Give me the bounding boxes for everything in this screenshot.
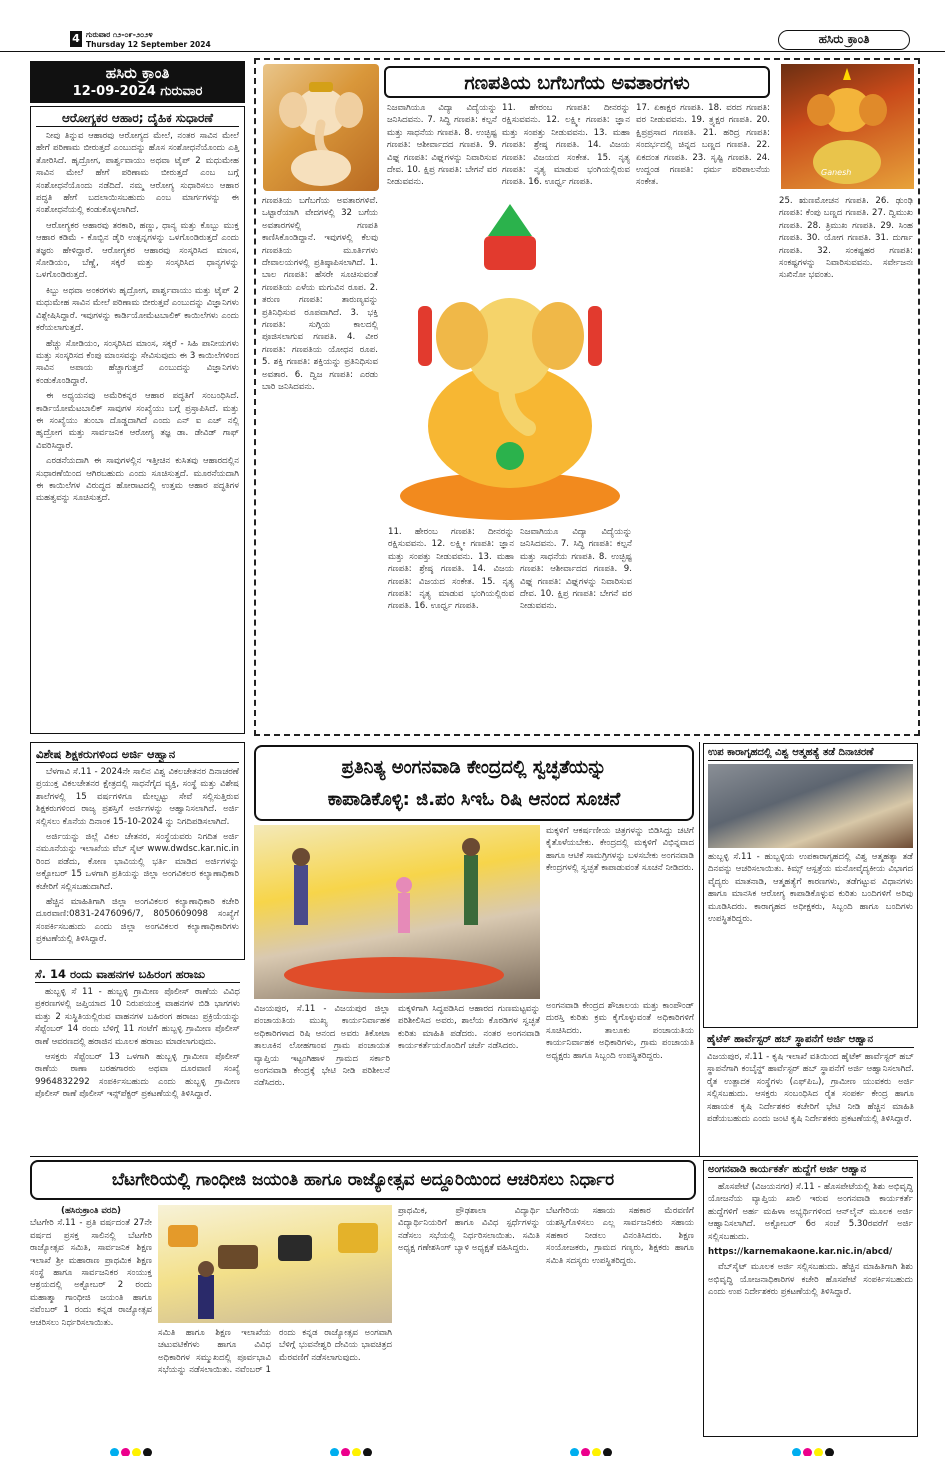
ganesha-title-text: ಗಣಪತಿಯ ಬಗೆಬಗೆಯ ಅವತಾರಗಳು	[464, 72, 690, 94]
anganwadi-col-b: ವಿಜಯಪುರ, ಸೆ.11 - ವಿಜಯಪುರ ಜಿಲ್ಲಾ ಪಂಚಾಯತಿಯ ಮುಖ್ಯ ಕಾರ್ಯನಿರ್ವಾಹಕ ಅಧಿಕಾರಿಗಳಾದ ರಿಷಿ ಆನಂದ ಅವರು ತಿಕೋಟಾ ತಾಲೂಕಿನ ಲೋಹಗಾಂವ ಗ್ರಾಮ ಪಂಚಾಯತ ವ್ಯಾಪ್ತಿಯ ಇಟ್ಟಂಗಿಹಾಳ ಗ್ರಾಮದ ಸರ್ಕಾರಿ ಅಂಗನವಾಡಿ ಕೇಂದ್ರಕ್ಕೆ ಭೇಟಿ ನೀಡಿ ಪರಿಶೀಲನೆ ನಡೆಸಿದರು.	[254, 1004, 390, 1089]
ganesha-col1: ಗಣಪತಿಯ ಬಗೆಬಗೆಯ ಅವತಾರಗಳಿವೆ. ಒಟ್ಟಾರೆಯಾಗಿ ವೇದಗಳಲ್ಲಿ 32 ಬಗೆಯ ಅವತಾರಗಳಲ್ಲಿ ಗಣಪತಿ ಕಾಣಿಸಿಕೊಂಡಿದ್ದಾನೆ. ಇವುಗಳಲ್ಲಿ ಕೆಲವು ಗಣಪತಿಯ ಮೂರ್ತಿಗಳು ದೇವಾಲಯಗಳಲ್ಲಿ ಪ್ರತಿಷ್ಠಾಪಿಸಲಾಗಿದೆ. 1. ಬಾಲ ಗಣಪತಿ: ಹೆಸರೇ ಸೂಚಿಸುವಂತೆ ಗಣಪತಿಯ ಎಳೆಯ ಮಗುವಿನ ರೂಪ. 2. ತರುಣ ಗಣಪತಿ: ತಾರುಣ್ಯವನ್ನು ಪ್ರತಿನಿಧಿಸುವ ರೂಪವಾಗಿದೆ. 3. ಭಕ್ತಿ ಗಣಪತಿ: ಸುಗ್ಗಿಯ ಕಾಲದಲ್ಲಿ ಪೂಜಿಸಲಾಗುವ ಗಣಪತಿ. 4. ವೀರ ಗಣಪತಿ: ಗಣಪತಿಯ ಯೋಧನ ರೂಪ. 5. ಶಕ್ತಿ ಗಣಪತಿ: ಶಕ್ತಿಯನ್ನು ಪ್ರತಿನಿಧಿಸುವ ಅವತಾರ. 6. ದ್ವಿಜ ಗಣಪತಿ: ಎರಡು ಬಾರಿ ಜನಿಸಿದವನು.	[262, 196, 378, 393]
anganwadi-photo	[254, 825, 540, 999]
worker-link[interactable]: https://karnemakaone.kar.nic.in/abcd/	[708, 1247, 893, 1258]
yellow-dot	[132, 1448, 141, 1456]
health-paragraph: ಈ ಅಧ್ಯಯನವು ಅಮೆರಿಕನ್ನರ ಆಹಾರ ಪದ್ಧತಿಗೆ ಸಂಬಂಧಿಸಿದೆ. ಕಾರ್ಡಿಯೋಮೆಟಬಾಲಿಕ್ ಸಾವುಗಳ ಸಂಖ್ಯೆಯು ಬಗ್ಗೆ ಪ್ರಸ್ತಾಪಿಸಿದೆ. ಮತ್ತು ಈ ಸಂಖ್ಯೆಯು ತುಂಬಾ ದೊಡ್ಡದಾಗಿದೆ ಎಂದು ಎನ್ ಐ ಎಚ್ ನಲ್ಲಿ ಹೃದ್ರೋಗ ಮತ್ತು ಸಾರ್ವಜನಿಕ ಆರೋಗ್ಯ ತಜ್ಞ ಡಾ. ಡೇವಿಡ್ ಗಾಫ್ ವಿವರಿಸಿದ್ದಾರೆ.	[36, 391, 239, 451]
auction-article	[30, 963, 245, 1153]
classroom-icon	[254, 825, 540, 999]
magenta-dot	[803, 1448, 812, 1456]
registration-dots-right	[792, 1442, 852, 1456]
teachers-paragraph: ಹೆಚ್ಚಿನ ಮಾಹಿತಿಗಾಗಿ ಜಿಲ್ಲಾ ಅಂಗವಿಕಲರ ಕಲ್ಯಾಣಾಧಿಕಾರಿ ಕಚೇರಿ ದೂರವಾಣಿ:0831-2476096/7, 8050609098 ಸಂಖ್ಯೆಗೆ ಸಂಪರ್ಕಿಸಬಹುದು ಎಂದು ಜಿಲ್ಲಾ ಅಂಗವಿಕಲರ ಕಲ್ಯಾಣಾಧಿಕಾರಿಗಳು ಪ್ರಕಟಣೆಯಲ್ಲಿ ತಿಳಿಸಿದ್ದಾರೆ.	[36, 897, 239, 945]
health-article	[30, 106, 245, 734]
row-divider	[30, 1156, 918, 1157]
ganesha-image-right	[781, 64, 914, 189]
hitech-body: ವಿಜಯಪುರ, ಸೆ.11 - ಕೃಷಿ ಇಲಾಖೆ ವತಿಯಿಂದ ಹೈಟೆಕ್ ಹಾರ್ವೆಸ್ಟರ್ ಹಬ್ ಸ್ಥಾಪನೆಗಾಗಿ ಕಂಬೈನ್ಡ್ ಹಾರ್ವೆಸ್ಟರ್ ಹಬ್ ಸ್ಥಾಪನೆಗೆ ಅರ್ಜಿ ಆಹ್ವಾನಿಸಲಾಗಿದೆ. ರೈತ ಉತ್ಪಾದಕ ಸಂಸ್ಥೆಗಳು (ಎಫ್‌ಪಿಒ), ಗ್ರಾಮೀಣ ಯುವಕರು ಅರ್ಜಿ ಸಲ್ಲಿಸಬಹುದು. ಆಸಕ್ತರು ಸಂಬಂಧಿಸಿದ ರೈತ ಸಂಪರ್ಕ ಕೇಂದ್ರ ಹಾಗೂ ಸಹಾಯಕ ಕೃಷಿ ನಿರ್ದೇಶಕರ ಕಚೇರಿಗೆ ಭೇಟಿ ನೀಡಿ ಹೆಚ್ಚಿನ ಮಾಹಿತಿ ಪಡೆಯಬಹುದು ಎಂದು ಜಂಟಿ ಕೃಷಿ ನಿರ್ದೇಶಕರು ಪ್ರಕಟಣೆಯಲ್ಲಿ ತಿಳಿಸಿದ್ದಾರೆ.	[707, 1052, 914, 1125]
health-paragraph: ನೀವು ತಿನ್ನುವ ಆಹಾರವು ಆರೋಗ್ಯದ ಮೇಲೆ, ನಂತರ ಸಾವಿನ ಮೇಲೆ ಹೇಗೆ ಪರಿಣಾಮ ಬೀರುತ್ತದೆ ಎಂಬುದನ್ನು ಹೊಸ ಸಂಶೋಧನೆಯೊಂದು ಎತ್ತಿ ತೋರಿಸಿದೆ. ಹೃದ್ರೋಗ, ಪಾರ್ಶ್ವವಾಯು ಅಥವಾ ಟೈಪ್ 2 ಮಧುಮೇಹ ಸಾವಿನ ಮೇಲೆ ಹೇಗೆ ಪರಿಣಾಮ ಬೀರುತ್ತದೆ ಎಂಬ ಬಗ್ಗೆ ಸಂಶೋಧನೆಯೊಂದು ನಡೆದಿದೆ. ನಮ್ಮ ಆರೋಗ್ಯ ಸುಧಾರಿಸಲು ಆಹಾರ ಪದ್ಧತಿ ಹೇಗೆ ಬದಲಾಯಿಸಬಹುದು ಎಂಬ ಮಾರ್ಗಗಳನ್ನು ಈ ಸಂಶೋಧನೆಯಲ್ಲಿ ಕಂಡುಕೊಳ್ಳಲಾಗಿದೆ.	[36, 131, 239, 216]
ganesha-col2-lower-text: 11. ಹೇರಂಬ ಗಣಪತಿ: ದೀನರನ್ನು ರಕ್ಷಿಸುವವನು. 12. ಲಕ್ಷ್ಮೀ ಗಣಪತಿ: ಜ್ಞಾನ ಮತ್ತು ಸಂಪತ್ತು ನೀಡುವವನು. 13. ಮಹಾ ಗಣಪತಿ: ಶ್ರೇಷ್ಠ ಗಣಪತಿ. 14. ವಿಜಯ ಗಣಪತಿ: ವಿಜಯದ ಸಂಕೇತ. 15. ನೃತ್ಯ ಗಣಪತಿ: ನೃತ್ಯ ಮಾಡುವ ಭಂಗಿಯಲ್ಲಿರುವ ಗಣಪತಿ. 16. ಊರ್ಧ್ವ ಗಣಪತಿ.	[388, 527, 514, 612]
betageri-headline	[30, 1160, 696, 1200]
health-paragraph: ಆರೋಗ್ಯಕರ ಆಹಾರವು ತರಕಾರಿ, ಹಣ್ಣು, ಧಾನ್ಯ ಮತ್ತು ಕೊಬ್ಬು ಮುಕ್ತ ಆಹಾರ ಕಡಿಮೆ - ಕೊಬ್ಬಿನ ಡೈರಿ ಉತ್ಪನ್ನಗಳನ್ನು ಒಳಗೊಂಡಿರುತ್ತದೆ ಎಂದು ತಜ್ಞರು ಹೇಳಿದ್ದಾರೆ. ಆರೋಗ್ಯಕರ ಆಹಾರವು ಸಂಸ್ಕರಿಸಿದ ಮಾಂಸ, ಸೋಡಿಯಂ, ಬೆಣ್ಣೆ, ಸಕ್ಕರೆ ಮತ್ತು ಸಂಸ್ಕರಿಸಿದ ಧಾನ್ಯಗಳನ್ನು ಒಳಗೊಂಡಿರುತ್ತದೆ.	[36, 220, 239, 281]
auction-paragraph: ಹುಬ್ಬಳ್ಳಿ ಸೆ 11 - ಹುಬ್ಬಳ್ಳಿ ಗ್ರಾಮೀಣ ಪೊಲೀಸ್ ಠಾಣೆಯ ವಿವಿಧ ಪ್ರಕರಣಗಳಲ್ಲಿ ಜಪ್ತಿಯಾದ 10 ನಿರುಪಯುಕ್ತ ವಾಹನಗಳ ಬಿಡಿ ಭಾಗಗಳು ಮತ್ತು 2 ಸುಸ್ಥಿತಿಯಲ್ಲಿರುವ ವಾಹನಗಳ ಬಹಿರಂಗ ಹರಾಜು ಪ್ರಕ್ರಿಯೆಯನ್ನು ಸೆಪ್ಟೆಂಬರ್ 14 ರಂದು ಬೆಳಿಗ್ಗೆ 11 ಗಂಟೆಗೆ ಹುಬ್ಬಳ್ಳಿ ಗ್ರಾಮೀಣ ಪೊಲೀಸ್ ಠಾಣೆ ಆವರಣದಲ್ಲಿ ಹರಾಜಿನ ಮೂಲಕ ಹರಾಜು ಮಾಡಲಾಗುವುದು.	[35, 987, 240, 1047]
teachers-paragraph: ಅರ್ಜಿಯನ್ನು ಜಿಲ್ಲೆ ವಿಕಲ ಚೇತನರ, ಸಂಸ್ಥೆಯವರು ನಿಗದಿತ ಅರ್ಜಿ ನಮೂನೆಯನ್ನು ಇಲಾಖೆಯ ವೆಬ್ ಸೈಟ್ www.dwdsc.kar.nic.in ರಿಂದ ಪಡೆದು, ಕೋಣ ಭಾವಿಯಲ್ಲಿ ಭರ್ತಿ ಮಾಡಿದ ಅರ್ಜಿಗಳನ್ನು ಅಕ್ಟೋಬರ್ 15 ಒಳಗಾಗಿ ಪ್ರತಿಯನ್ನು ಜಿಲ್ಲಾ ಅಂಗವಿಕಲರ ಕಲ್ಯಾಣಾಧಿಕಾರಿ ಕಚೇರಿಗೆ ಸಲ್ಲಿಸಬಹುದಾಗಿದೆ.	[36, 832, 239, 892]
yellow-dot	[592, 1448, 601, 1456]
masthead-title: ಹಸಿರು ಕ್ರಾಂತಿ	[778, 30, 910, 50]
header-date-kannada: ಗುರುವಾರ ೧೨-೦೯-೨೦೨೪	[86, 30, 153, 39]
betageri-col1-text: ಬೆಟಗೇರಿ ಸೆ.11 - ಪ್ರತಿ ವರ್ಷದಂತೆ 27ನೇ ವರ್ಷದ ಪ್ರಸಕ್ತ ಸಾಲಿನಲ್ಲಿ ಬೆಟಗೇರಿ ರಾಜ್ಯೋತ್ಸವ ಸಮಿತಿ, ಸಾರ್ವಜನಿಕ ಶಿಕ್ಷಣ ಇಲಾಖೆ ಶ್ರೀ ಮಹಾರಾಣ ಪ್ರಾಥಮಿಕ ಶಿಕ್ಷಣ ಸಂಸ್ಥೆ ಹಾಗೂ ಸಾರ್ವಜನಿಕರ ಸಂಯುಕ್ತ ಆಶ್ರಯದಲ್ಲಿ ಅಕ್ಟೋಬರ್ 2 ರಂದು ಮಹಾತ್ಮಾ ಗಾಂಧೀಜಿ ಜಯಂತಿ ಹಾಗೂ ನವೆಂಬರ್ 1 ರಂದು ಕನ್ನಡ ರಾಜ್ಯೋತ್ಸವ ಆಚರಿಸಲು ನಿರ್ಧರಿಸಲಾಯಿತು.	[30, 1218, 152, 1328]
hitech-article	[703, 1031, 918, 1153]
yellow-dot	[352, 1448, 361, 1456]
wall-painting-icon	[158, 1205, 392, 1323]
suicide-article	[703, 743, 918, 1028]
cyan-dot	[330, 1448, 339, 1456]
ganesha-col3: 11. ಹೇರಂಬ ಗಣಪತಿ: ದೀನರನ್ನು ರಕ್ಷಿಸುವವನು. 12. ಲಕ್ಷ್ಮೀ ಗಣಪತಿ: ಜ್ಞಾನ ಮತ್ತು ಸಂಪತ್ತು ನೀಡುವವನು. 13. ಮಹಾ ಗಣಪತಿ: ಶ್ರೇಷ್ಠ ಗಣಪತಿ. 14. ವಿಜಯ ಗಣಪತಿ: ವಿಜಯದ ಸಂಕೇತ. 15. ನೃತ್ಯ ಗಣಪತಿ: ನೃತ್ಯ ಮಾಡುವ ಭಂಗಿಯಲ್ಲಿರುವ ಗಣಪತಿ. 16. ಊರ್ಧ್ವ ಗಣಪತಿ.	[502, 103, 630, 188]
worker-title: ಅಂಗನವಾಡಿ ಕಾರ್ಯಕರ್ತೆ ಹುದ್ದೆಗೆ ಅರ್ಜಿ ಆಹ್ವಾನ	[708, 1163, 913, 1178]
teachers-body	[36, 766, 239, 946]
anganwadi-col-a: ಮಕ್ಕಳಿಗೆ ಆಕರ್ಷಣೀಯ ಚಿತ್ರಗಳನ್ನು ಬಿಡಿಸಿದ್ದು ಚಟಿಗೆ ಕೈತೊಳೆಯಬೇಕು. ಕೇಂದ್ರದಲ್ಲಿ ಮಕ್ಕಳಿಗೆ ವಿಭಿನ್ನವಾದ ಹಾಗೂ ಆಟಿಕೆ ಸಾಮಗ್ರಿಗಳನ್ನು ಬಳಸಬೇಕು ಅಂಗನವಾಡಿ ಕೇಂದ್ರಗಳಲ್ಲಿ ಸ್ವಚ್ಛತೆ ಕಾಪಾಡುವಂತೆ ಸೂಚನೆ ನೀಡಿದರು.	[546, 826, 694, 874]
auction-body	[35, 986, 240, 1101]
betageri-col4: ಬೆಟಗೇರಿಯ ಸಹಾಯ ಸಹಕಾರ ಮೆರವಣಿಗೆ ಯಶಸ್ವಿಗೊಳಿಸಲು ಎಲ್ಲ ಸಾರ್ವಜನಿಕರು ಸಹಾಯ ಸಹಕಾರ ನೀಡಲು ವಿನಂತಿಸಿದರು. ಶಿಕ್ಷಣ ಸಂಯೋಜಕರು, ಗ್ರಾಮದ ಗಣ್ಯರು, ಶಿಕ್ಷಕರು ಹಾಗೂ ಸಮಿತಿ ಸದಸ್ಯರು ಉಪಸ್ಥಿತರಿದ್ದರು.	[546, 1206, 694, 1266]
ganesha-image-caption: Ganesh	[821, 168, 852, 177]
betageri-photo	[158, 1205, 392, 1323]
suicide-photo	[708, 764, 913, 848]
magenta-dot	[581, 1448, 590, 1456]
anganwadi-headline	[254, 745, 694, 821]
ganesha-image-small	[263, 64, 379, 191]
ganesha-col5: 25. ಋಣಮೋಚನ ಗಣಪತಿ. 26. ಢುಂಢಿ ಗಣಪತಿ: ಕೆಂಪು ಬಣ್ಣದ ಗಣಪತಿ. 27. ದ್ವಿಮುಖ ಗಣಪತಿ. 28. ತ್ರಿಮುಖ ಗಣಪತಿ. 29. ಸಿಂಹ ಗಣಪತಿ. 30. ಯೋಗ ಗಣಪತಿ. 31. ದುರ್ಗಾ ಗಣಪತಿ. 32. ಸಂಕಷ್ಟಹರ ಗಣಪತಿ: ಸಂಕಷ್ಟಗಳನ್ನು ನಿವಾರಿಸುವವನು. ಸರ್ವೇಜನಃ ಸುಖಿನೋ ಭವಂತು.	[779, 196, 913, 281]
health-body	[36, 130, 239, 505]
ganesha-title	[384, 66, 770, 98]
brand-box	[30, 61, 245, 103]
anganwadi-title-line2: ಕಾಪಾಡಿಕೊಳ್ಳಿ: ಜಿ.ಪಂ ಸಿಇಓ ರಿಷಿ ಆನಂದ ಸೂಚನೆ	[327, 789, 621, 810]
ganesha-center-icon	[388, 196, 632, 524]
hitech-title: ಹೈಟೆಕ್ ಹಾರ್ವೆಸ್ಟರ್ ಹಬ್ ಸ್ಥಾಪನೆಗೆ ಅರ್ಜಿ ಆಹ್ವಾನ	[707, 1033, 914, 1048]
ganesha-col4: 17. ಏಕಾಕ್ಷರ ಗಣಪತಿ. 18. ವರದ ಗಣಪತಿ: ವರ ನೀಡುವವನು. 19. ತ್ರ್ಯಕ್ಷರ ಗಣಪತಿ. 20. ಕ್ಷಿಪ್ರಪ್ರಸಾದ ಗಣಪತಿ. 21. ಹರಿದ್ರ ಗಣಪತಿ: ಸಂದರ್ಭದಲ್ಲಿ ಚಿನ್ನದ ಬಣ್ಣದ ಗಣಪತಿ. 22. ಏಕದಂತ ಗಣಪತಿ. 23. ಸೃಷ್ಟಿ ಗಣಪತಿ. 24. ಉದ್ದಂಡ ಗಣಪತಿ: ಧರ್ಮ ಪರಿಪಾಲನೆಯ ಸಂಕೇತ.	[636, 103, 770, 188]
ganesha-col2: ನಿಜವಾಗಿಯೂ ವಿದ್ಯಾ ವಿದ್ಯೆಯನ್ನು ಜನಿಸಿದವನು. 7. ಸಿದ್ಧಿ ಗಣಪತಿ: ಕಲ್ಪನೆ ಮತ್ತು ಸಾಧನೆಯ ಗಣಪತಿ. 8. ಉಚ್ಛಿಷ್ಟ ಗಣಪತಿ: ಆಶೀರ್ವಾದದ ಗಣಪತಿ. 9. ವಿಘ್ನ ಗಣಪತಿ: ವಿಘ್ನಗಳನ್ನು ನಿವಾರಿಸುವ ದೇವ. 10. ಕ್ಷಿಪ್ರ ಗಣಪತಿ: ಬೇಗನೆ ವರ ನೀಡುವವನು.	[387, 103, 497, 188]
anganwadi-title-line1: ಪ್ರತಿನಿತ್ಯ ಅಂಗನವಾಡಿ ಕೇಂದ್ರದಲ್ಲಿ ಸ್ವಚ್ಛತೆಯನ್ನು	[341, 757, 607, 778]
ganesha-icon	[263, 64, 379, 191]
teachers-title: ವಿಶೇಷ ಶಿಕ್ಷಕರುಗಳಿಂದ ಅರ್ಜಿ ಆಹ್ವಾನ	[36, 746, 239, 763]
health-title: ಆರೋಗ್ಯಕರ ಆಹಾರ; ದೈಹಿಕ ಸುಧಾರಣೆ	[36, 110, 239, 127]
betageri-col2: ಸಮಿತಿ ಹಾಗೂ ಶಿಕ್ಷಣ ಇಲಾಖೆಯ ಚಟುವಟಿಕೆಗಳು ಹಾಗೂ ವಿವಿಧ ಅಧಿಕಾರಿಗಳ ಸಮ್ಮುಖದಲ್ಲಿ ಪೂರ್ವಭಾವಿ ಸಭೆಯನ್ನು ನಡೆಸಲಾಯಿತು. ನವೆಂಬರ್ 1 ರಂದು ಕನ್ನಡ ರಾಜ್ಯೋತ್ಸವ ಅಂಗವಾಗಿ ಬೆಳಿಗ್ಗೆ ಭುವನೇಶ್ವರಿ ದೇವಿಯ ಭಾವಚಿತ್ರದ ಮೆರವಣಿಗೆ ನಡೆಸಲಾಗುವುದು.	[158, 1328, 392, 1376]
worker-body	[708, 1181, 913, 1299]
yellow-dot	[814, 1448, 823, 1456]
auction-title: ಸೆ. 14 ರಂದು ವಾಹನಗಳ ಬಹಿರಂಗ ಹರಾಜು	[35, 966, 240, 983]
anganwadi-col-c: ಮಕ್ಕಳಿಗಾಗಿ ಸಿದ್ಧಪಡಿಸಿದ ಆಹಾರದ ಗುಣಮಟ್ಟವನ್ನು ಪರಿಶೀಲಿಸಿದ ಅವರು, ಶಾಲೆಯ ಕೊಠಡಿಗಳ ಸ್ವಚ್ಛತೆ ಕುರಿತು ಮಾಹಿತಿ ಪಡೆದರು. ನಂತರ ಅಂಗನವಾಡಿ ಕಾರ್ಯಕರ್ತೆಯರೊಂದಿಗೆ ಚರ್ಚೆ ನಡೆಸಿದರು.	[398, 1004, 540, 1052]
suicide-body: ಹುಬ್ಬಳ್ಳಿ ಸೆ.11 - ಹುಬ್ಬಳ್ಳಿಯ ಉಪಕಾರಾಗೃಹದಲ್ಲಿ ವಿಶ್ವ ಆತ್ಮಹತ್ಯಾ ತಡೆ ದಿನವನ್ನು ಆಚರಿಸಲಾಯಿತು. ಕಿಮ್ಸ್ ಆಸ್ಪತ್ರೆಯ ಮನೋವೈದ್ಯಕೀಯ ವಿಭಾಗದ ವೈದ್ಯರು ಮಾತನಾಡಿ, ಆತ್ಮಹತ್ಯೆಗೆ ಕಾರಣಗಳು, ತಡೆಗಟ್ಟುವ ವಿಧಾನಗಳು ಹಾಗೂ ಮಾನಸಿಕ ಆರೋಗ್ಯ ಕಾಪಾಡಿಕೊಳ್ಳುವ ಕುರಿತು ಬಂದಿಗಳಿಗೆ ಅರಿವು ಮೂಡಿಸಿದರು. ಕಾರಾಗೃಹದ ಅಧೀಕ್ಷಕರು, ಸಿಬ್ಬಂದಿ ಹಾಗೂ ಬಂದಿಗಳು ಉಪಸ್ಥಿತರಿದ್ದರು.	[708, 852, 913, 925]
cyan-dot	[110, 1448, 119, 1456]
brand-date: 12-09-2024 ಗುರುವಾರ	[72, 84, 203, 99]
betageri-col3: ಪ್ರಾಥಮಿಕ, ಪ್ರೌಢಶಾಲಾ ವಿದ್ಯಾರ್ಥಿ ವಿದ್ಯಾರ್ಥಿನಿಯರಿಗೆ ಹಾಗೂ ವಿವಿಧ ಸ್ಪರ್ಧೆಗಳನ್ನು ನಡೆಸಲು ಸಭೆಯಲ್ಲಿ ನಿರ್ಧರಿಸಲಾಯಿತು. ಸಮಿತಿ ಅಧ್ಯಕ್ಷ ಗಣೇಶಸಿಂಗ್ ಬ್ಯಾಳಿ ಅಧ್ಯಕ್ಷತೆ ವಹಿಸಿದ್ದರು.	[398, 1206, 540, 1254]
teachers-article	[30, 742, 245, 960]
cyan-dot	[570, 1448, 579, 1456]
health-paragraph: ಕಿಬ್ಬು ಅಥವಾ ಅಂಕರಗಳು ಹೃದ್ರೋಗ, ಪಾರ್ಶ್ವವಾಯು ಮತ್ತು ಟೈಪ್ 2 ಮಧುಮೇಹ ಸಾವಿನ ಮೇಲೆ ಪರಿಣಾಮ ಬೀರುತ್ತವೆ ಎಂಬುದನ್ನು ವಿಜ್ಞಾನಿಗಳು ವಿಶ್ಲೇಷಿಸಿದ್ದಾರೆ. ಇವುಗಳನ್ನು ಕಾರ್ಡಿಯೋಮೆಟಬಾಲಿಕ್ ಕಾಯಿಲೆಗಳು ಎಂದು ಕರೆಯಲಾಗುತ್ತದೆ.	[36, 285, 239, 334]
worker-article	[703, 1160, 918, 1437]
ganesha-col3-lower-text: ನಿಜವಾಗಿಯೂ ವಿದ್ಯಾ ವಿದ್ಯೆಯನ್ನು ಜನಿಸಿದವನು. 7. ಸಿದ್ಧಿ ಗಣಪತಿ: ಕಲ್ಪನೆ ಮತ್ತು ಸಾಧನೆಯ ಗಣಪತಿ. 8. ಉಚ್ಛಿಷ್ಟ ಗಣಪತಿ: ಆಶೀರ್ವಾದದ ಗಣಪತಿ. 9. ವಿಘ್ನ ಗಣಪತಿ: ವಿಘ್ನಗಳನ್ನು ನಿವಾರಿಸುವ ದೇವ. 10. ಕ್ಷಿಪ್ರ ಗಣಪತಿ: ಬೇಗನೆ ವರ ನೀಡುವವನು.	[520, 527, 632, 612]
ganesha-center-image	[388, 196, 632, 524]
health-paragraph: ಹೆಚ್ಚು ಸೋಡಿಯಂ, ಸಂಸ್ಕರಿಸಿದ ಮಾಂಸ, ಸಕ್ಕರೆ - ಸಿಹಿ ಪಾನೀಯಗಳು ಮತ್ತು ಸಂಸ್ಕರಿಸದ ಕೆಂಪು ಮಾಂಸವನ್ನು ಸೇವಿಸುವುದು ಈ 3 ಕಾಯಿಲೆಗಳಿಂದ ಸಾವಿನ ಅಪಾಯ ಹೆಚ್ಚಾಗುತ್ತದೆ ಎಂಬುದನ್ನು ವಿಜ್ಞಾನಿಗಳು ಕಂಡುಕೊಂಡಿದ್ದಾರೆ.	[36, 338, 239, 386]
black-dot	[603, 1448, 612, 1456]
betageri-title: ಬೆಟಗೇರಿಯಲ್ಲಿ ಗಾಂಧೀಜಿ ಜಯಂತಿ ಹಾಗೂ ರಾಜ್ಯೋತ್ಸವ ಅದ್ದೂರಿಯಿಂದ ಆಚರಿಸಲು ನಿರ್ಧಾರ	[111, 1170, 615, 1190]
header-date-english: Thursday 12 September 2024	[86, 39, 211, 49]
magenta-dot	[341, 1448, 350, 1456]
registration-dots-center	[330, 1442, 390, 1456]
anganwadi-col-d: ಅಂಗನವಾಡಿ ಕೇಂದ್ರದ ಶೌಚಾಲಯ ಮತ್ತು ಕಾಂಪೌಂಡ್ ದುರಸ್ತಿ ಕುರಿತು ಕ್ರಮ ಕೈಗೊಳ್ಳುವಂತೆ ಅಧಿಕಾರಿಗಳಿಗೆ ಸೂಚಿಸಿದರು. ತಾಲೂಕು ಪಂಚಾಯತಿಯ ಕಾರ್ಯನಿರ್ವಾಹಕ ಅಧಿಕಾರಿಗಳು, ಗ್ರಾಮ ಪಂಚಾಯತಿ ಅಧ್ಯಕ್ಷರು ಹಾಗೂ ಸಿಬ್ಬಂದಿ ಉಪಸ್ಥಿತರಿದ್ದರು.	[546, 1001, 694, 1061]
ganesha-col2-lower	[388, 526, 514, 718]
column-divider	[699, 742, 700, 1156]
betageri-byline: (ಹಸಿರುಕ್ರಾಂತಿ ವರದಿ)	[61, 1206, 121, 1216]
brand-name-row	[30, 63, 245, 83]
auction-paragraph: ಆಸಕ್ತರು ಸೆಪ್ಟೆಂಬರ್ 13 ಒಳಗಾಗಿ ಹುಬ್ಬಳ್ಳಿ ಗ್ರಾಮೀಣ ಪೊಲೀಸ್ ಠಾಣೆಯ ಠಾಣಾ ಬರಹಗಾರರು ಅಥವಾ ದೂರವಾಣಿ ಸಂಖ್ಯೆ 9964832292 ಸಂಪರ್ಕಿಸಬಹುದು ಎಂದು ಹುಬ್ಬಳ್ಳಿ ಗ್ರಾಮೀಣ ಪೊಲೀಸ್ ಠಾಣೆ ಪೊಲೀಸ್ ಇನ್ಸ್‌ಪೆಕ್ಟರ್ ಪ್ರಕಟಣೆಯಲ್ಲಿ ತಿಳಿಸಿದ್ದಾರೆ.	[35, 1052, 240, 1100]
ganesha-col3-lower	[520, 526, 632, 718]
health-paragraph: ಎರಡನೆಯದಾಗಿ ಈ ಸಾವುಗಳಲ್ಲಿನ ಇತ್ತೀಚಿನ ಕುಸಿತವು ಆಹಾರದಲ್ಲಿನ ಸುಧಾರಣೆಯಿಂದ ಆಗಿರಬಹುದು ಎಂದು ಸೂಚಿಸುತ್ತದೆ. ಮೂರನೆಯದಾಗಿ ಈ ಕಾಯಿಲೆಗಳ ವಿರುದ್ಧದ ಹೋರಾಟದಲ್ಲಿ ಉತ್ತಮ ಆಹಾರ ಪದ್ಧತಿಗಳ ಮಹತ್ವವನ್ನು ಸೂಚಿಸುತ್ತದೆ.	[36, 456, 239, 504]
black-dot	[363, 1448, 372, 1456]
magenta-dot	[121, 1448, 130, 1456]
betageri-col1	[30, 1205, 152, 1437]
black-dot	[143, 1448, 152, 1456]
registration-dots-mid	[570, 1442, 630, 1456]
suicide-title: ಉಪ ಕಾರಾಗೃಹದಲ್ಲಿ ವಿಶ್ವ ಆತ್ಮಹತ್ಯೆ ತಡೆ ದಿನಾಚರಣೆ	[708, 746, 913, 761]
brand-name: ಹಸಿರು ಕ್ರಾಂತಿ	[105, 64, 170, 82]
page-number: 4	[70, 31, 82, 47]
black-dot	[825, 1448, 834, 1456]
teachers-paragraph: ಬೆಳಗಾವಿ ಸೆ.11 - 2024ನೇ ಸಾಲಿನ ವಿಶ್ವ ವಿಕಲಚೇತನರ ದಿನಾಚರಣೆ ಪ್ರಯುಕ್ತ ವಿಕಲಚೇತನರ ಕ್ಷೇತ್ರದಲ್ಲಿ ಸಾಧನೆಗೈದ ವ್ಯಕ್ತಿ, ಸಂಸ್ಥೆ ಮತ್ತು ವಿಶೇಷ ಶಾಲೆಗಳಲ್ಲಿ 15 ವರ್ಷಗಳಿಗೂ ಮೇಲ್ಪಟ್ಟು ಸೇವೆ ಸಲ್ಲಿಸುತ್ತಿರುವ ಶಿಕ್ಷಕರುಗಳಿಂದ ರಾಜ್ಯ ಪ್ರಶಸ್ತಿಗೆ ಅರ್ಜಿಗಳನ್ನು ಆಹ್ವಾನಿಸಲಾಗಿದೆ. ಅರ್ಜಿ ಸಲ್ಲಿಸಲು ಕೊನೆಯ ದಿನಾಂಕ 15-10-2024 ನ್ನು ನಿಗದಿಪಡಿಸಲಾಗಿದೆ.	[36, 767, 239, 827]
registration-dots-left	[110, 1442, 170, 1456]
worker-paragraph: ವೆಬ್‌ಸೈಟ್ ಮೂಲಕ ಅರ್ಜಿ ಸಲ್ಲಿಸಬಹುದು. ಹೆಚ್ಚಿನ ಮಾಹಿತಿಗಾಗಿ ಶಿಶು ಅಭಿವೃದ್ಧಿ ಯೋಜನಾಧಿಕಾರಿಗಳ ಕಚೇರಿ ಹೊಸಪೇಟೆ ಸಂಪರ್ಕಿಸಬಹುದು ಎಂದು ಉಪ ನಿರ್ದೇಶಕರು ಪ್ರಕಟಣೆಯಲ್ಲಿ ತಿಳಿಸಿದ್ದಾರೆ.	[708, 1262, 913, 1298]
header-date	[86, 30, 266, 50]
worker-paragraph: ಹೊಸಪೇಟೆ (ವಿಜಯನಗರ) ಸೆ.11 - ಹೊಸಪೇಟೆಯಲ್ಲಿ ಶಿಶು ಅಭಿವೃದ್ಧಿ ಯೋಜನೆಯ ವ್ಯಾಪ್ತಿಯ ಖಾಲಿ ಇರುವ ಅಂಗನವಾಡಿ ಕಾರ್ಯಕರ್ತೆ ಹುದ್ದೆಗಳಿಗೆ ಅರ್ಹ ಮಹಿಳಾ ಅಭ್ಯರ್ಥಿಗಳಿಂದ ಆನ್‌ಲೈನ್ ಮೂಲಕ ಅರ್ಜಿ ಆಹ್ವಾನಿಸಲಾಗಿದೆ. ಅಕ್ಟೋಬರ್ 6ರ ಸಂಜೆ 5.30ರವರೆಗೆ ಅರ್ಜಿ ಸಲ್ಲಿಸಬಹುದು.	[708, 1182, 913, 1242]
cyan-dot	[792, 1448, 801, 1456]
